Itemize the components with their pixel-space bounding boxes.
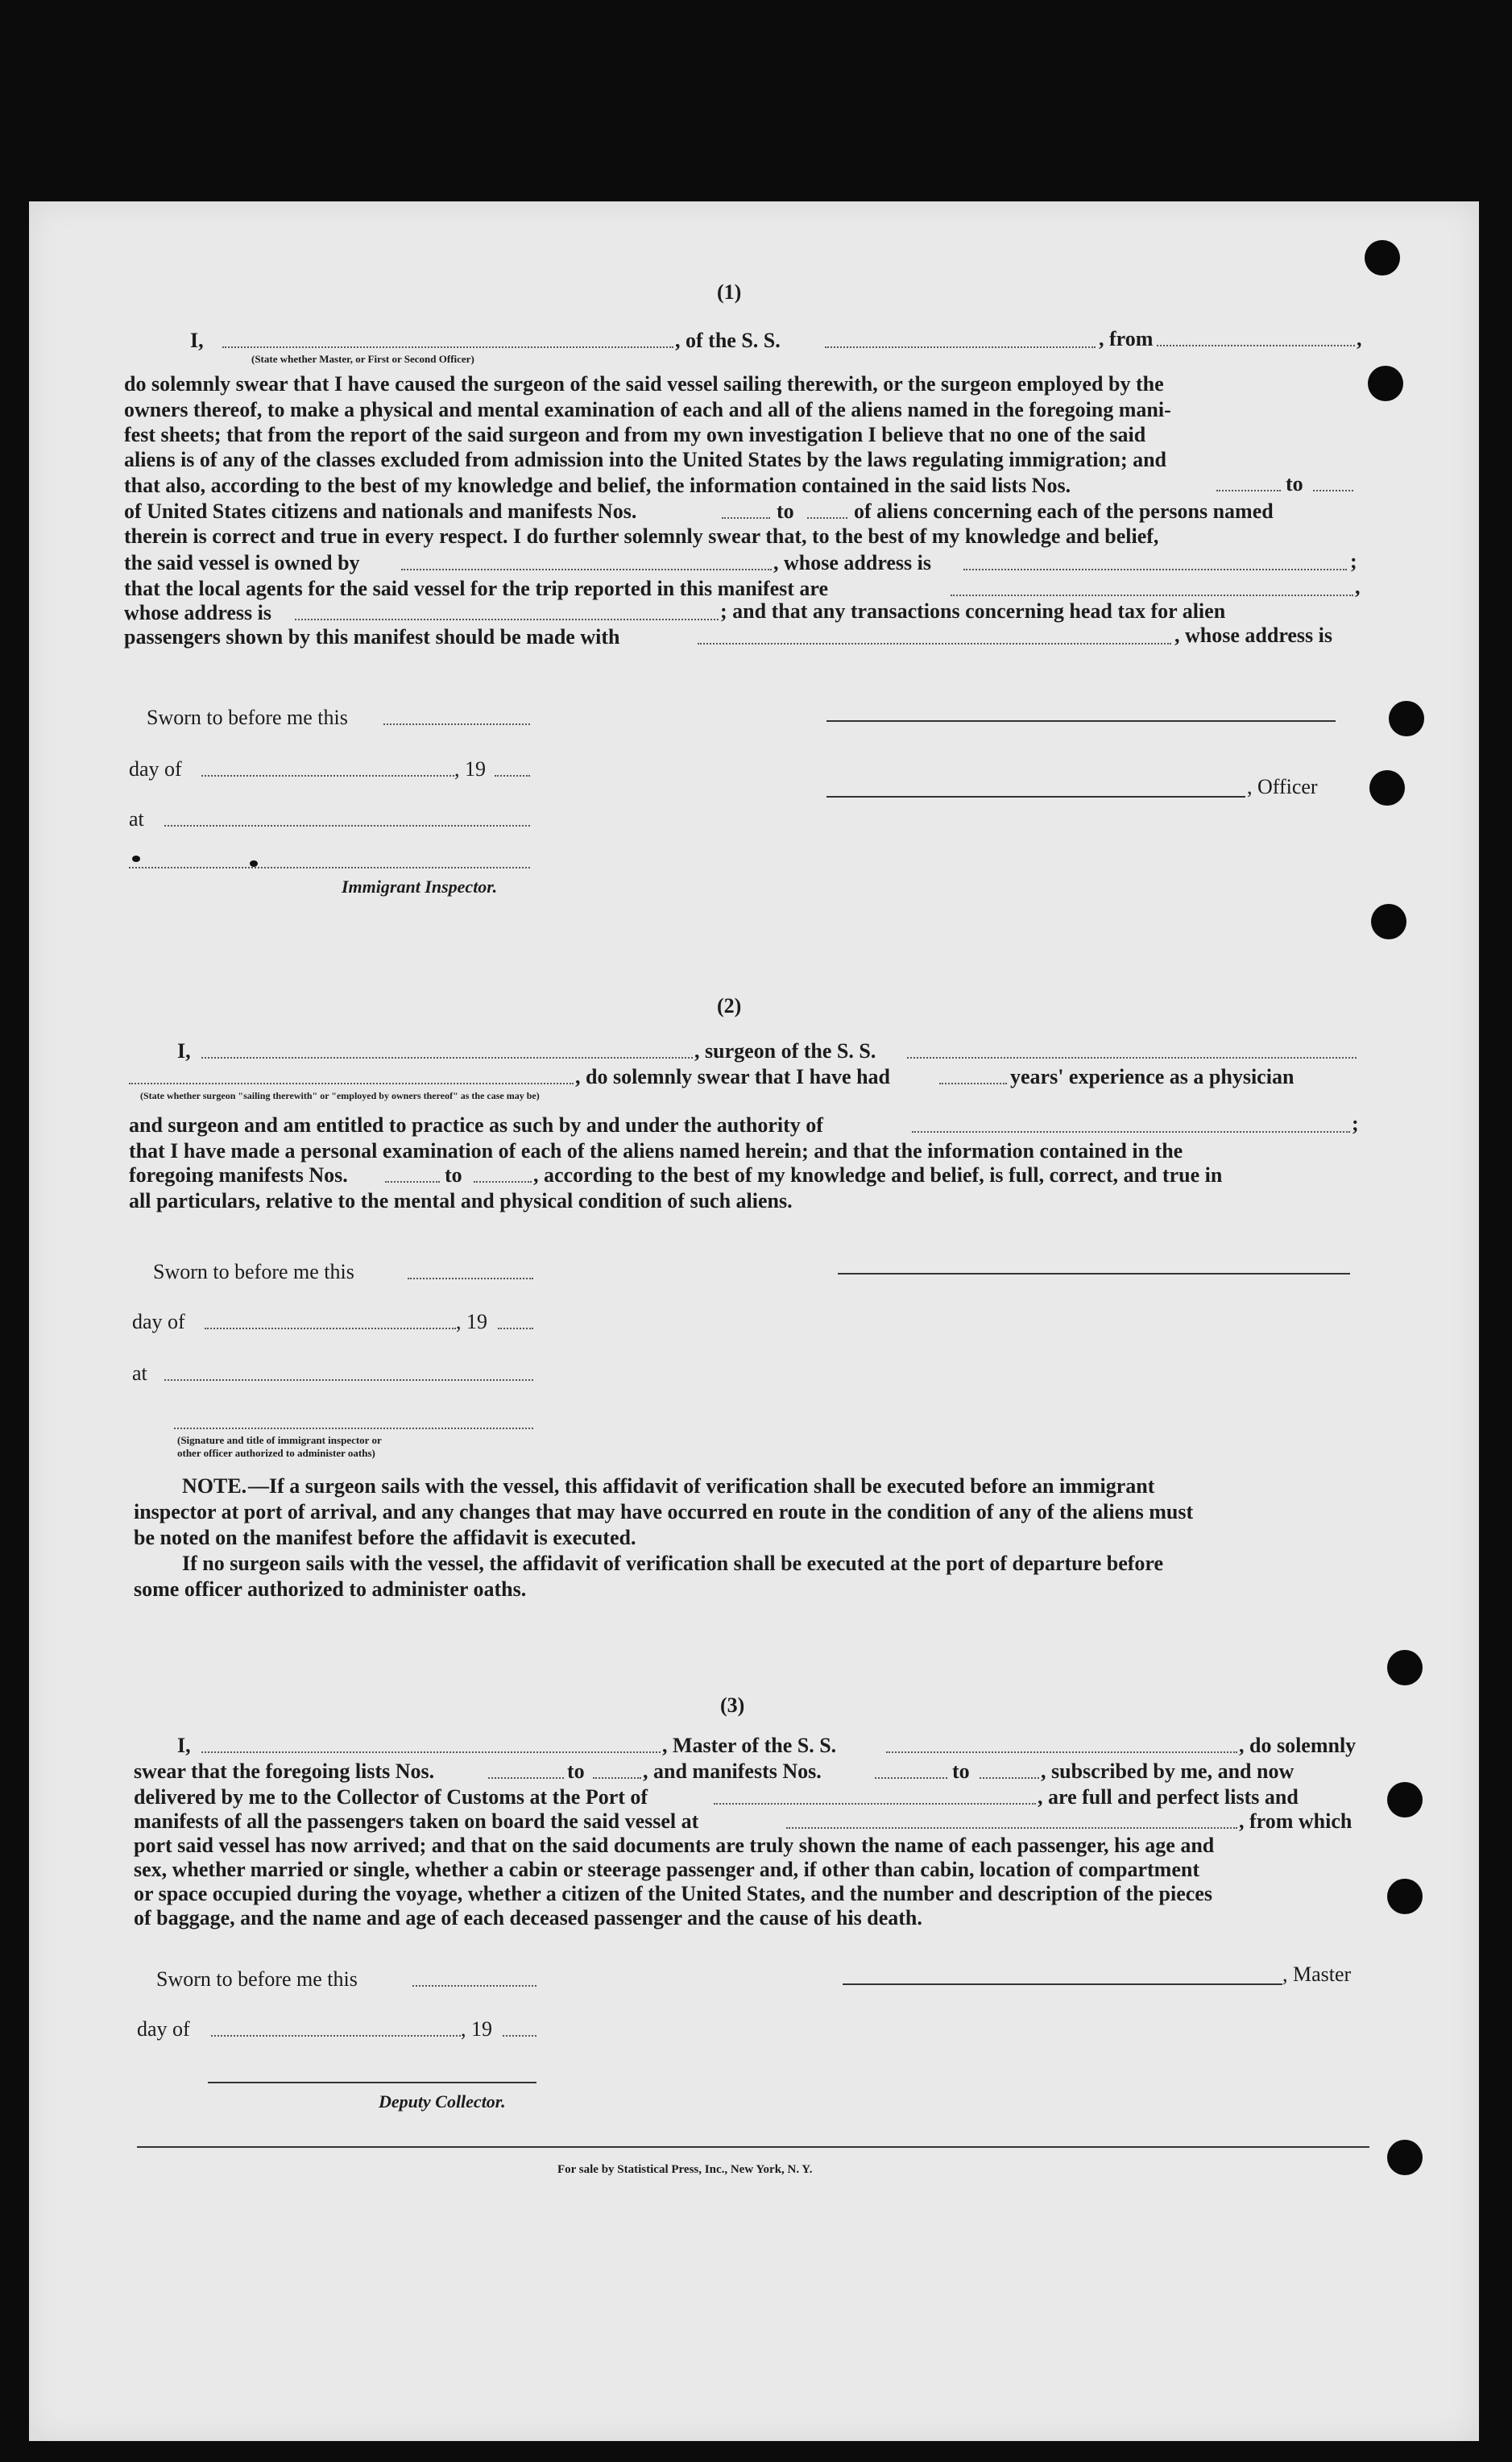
- section-2-number: (2): [717, 994, 742, 1018]
- s1-to: to: [777, 499, 794, 523]
- s2-text-line: all particulars, relative to the mental and physical condition of such aliens.: [129, 1189, 793, 1212]
- s3-lists-to-line: [593, 1777, 641, 1779]
- s1-semi: ;: [1350, 549, 1357, 573]
- s3-i: I,: [177, 1734, 191, 1757]
- manifests-from-line: [722, 517, 770, 519]
- note-text: —If a surgeon sails with the vessel, this affidavit of verification shall be executed before an immigrant: [248, 1474, 1155, 1498]
- s3-master: , Master: [1282, 1963, 1352, 1986]
- s1-of-aliens: of aliens concerning each of the persons named: [854, 499, 1274, 523]
- years-line: [939, 1083, 1007, 1084]
- s2-sig-caption: other officer authorized to administer oaths): [177, 1447, 375, 1459]
- s3-master-signature-line: [843, 1983, 1282, 1985]
- s2-i: I,: [177, 1039, 191, 1063]
- ink-mark: [250, 860, 258, 867]
- role-caption: (State whether Master, or First or Second Officer): [251, 353, 474, 365]
- binder-hole: [1387, 1782, 1423, 1817]
- head-tax-party-line: [698, 643, 1171, 645]
- s2-vessel-line: [907, 1057, 1357, 1059]
- s1-text-line: therein is correct and true in every respect. I do further solemnly swear that, to the best of my knowledge and belief,: [124, 524, 1159, 548]
- s1-year: , 19: [454, 757, 486, 781]
- vessel-name-line: [825, 346, 1096, 348]
- s1-text-line: owners thereof, to make a physical and mental examination of each and all of the aliens named in the foregoing mani-: [124, 398, 1171, 421]
- note-label: NOTE.: [182, 1474, 247, 1498]
- master-name-line: [222, 346, 673, 348]
- agents-address-line: [295, 619, 719, 620]
- printer-imprint: For sale by Statistical Press, Inc., New York, N. Y.: [557, 2163, 813, 2176]
- s1-at: at: [129, 807, 144, 831]
- note-text: inspector at port of arrival, and any changes that may have occurred en route in the condition of any of the aliens must: [134, 1500, 1194, 1523]
- s2-at: at: [132, 1362, 147, 1385]
- owner-address-line: [963, 569, 1347, 570]
- s3-man-from-line: [875, 1777, 947, 1779]
- s1-text-line: do solemnly swear that I have caused the surgeon of the said vessel sailing therewith, or the surgeon employed by the: [124, 372, 1164, 396]
- officer-signature-line: [826, 796, 1245, 798]
- s3-manifests: , and manifests Nos.: [643, 1759, 822, 1783]
- binder-hole: [1387, 1650, 1423, 1685]
- s2-sworn-day-line: [408, 1278, 533, 1279]
- s1-sworn: Sworn to before me this: [147, 706, 348, 729]
- s3-deputy-title: Deputy Collector.: [379, 2091, 506, 2112]
- inspector-signature-line: [129, 867, 530, 868]
- s3-text-line: or space occupied during the voyage, whether a citizen of the United States, and the number and description of the pieces: [134, 1882, 1212, 1905]
- s2-nos-to-line: [474, 1181, 532, 1183]
- s3-from-which: , from which: [1239, 1809, 1353, 1833]
- year-line: [495, 775, 530, 777]
- s3-lists-from-line: [488, 1777, 564, 1779]
- place-line: [164, 825, 530, 827]
- s3-to: to: [567, 1759, 585, 1783]
- binder-hole: [1365, 240, 1400, 276]
- s3-man-to-line: [980, 1777, 1039, 1779]
- binder-hole: [1389, 701, 1424, 736]
- s3-year-line: [503, 2035, 536, 2037]
- s2-year: , 19: [456, 1310, 487, 1333]
- s3-master-name-line: [201, 1751, 661, 1753]
- s2-month-line: [205, 1328, 456, 1329]
- s2-experience: years' experience as a physician: [1010, 1065, 1295, 1088]
- s1-text-line: fest sheets; that from the report of the said surgeon and from my own investigation I believe that no one of the said: [124, 423, 1146, 446]
- s3-manifests-all: manifests of all the passengers taken on board the said vessel at: [134, 1809, 699, 1833]
- s3-subscribed: , subscribed by me, and now: [1041, 1759, 1295, 1783]
- s3-master-of: , Master of the S. S.: [662, 1734, 837, 1757]
- s2-sworn: Sworn to before me this: [153, 1260, 354, 1283]
- s3-day-of: day of: [137, 2017, 190, 2041]
- s1-text-line: whose address is: [124, 601, 272, 624]
- s2-nos-from-line: [385, 1181, 440, 1183]
- s1-to: to: [1286, 472, 1303, 495]
- s3-text-line: sex, whether married or single, whether a cabin or steerage passenger and, if other than cabin, location of compartment: [134, 1858, 1199, 1881]
- s1-from: , from: [1099, 327, 1154, 350]
- note-text: some officer authorized to administer oaths.: [134, 1577, 527, 1601]
- s2-caption: (State whether surgeon "sailing therewith" or "employed by owners thereof" as the case may be): [140, 1090, 540, 1101]
- binder-hole: [1387, 1879, 1423, 1914]
- binder-hole: [1387, 2140, 1423, 2175]
- binder-hole: [1368, 366, 1403, 401]
- section-3-number: (3): [720, 1693, 745, 1717]
- s1-text-line: the said vessel is owned by: [124, 551, 360, 574]
- s1-text-line: passengers shown by this manifest should be made with: [124, 625, 620, 649]
- s2-sig-caption: (Signature and title of immigrant inspector or: [177, 1434, 382, 1446]
- s2-to: to: [445, 1163, 462, 1187]
- s3-solemnly: , do solemnly: [1239, 1734, 1357, 1757]
- manifest-verification-page: [29, 201, 1479, 2441]
- s3-delivered: delivered by me to the Collector of Customs at the Port of: [134, 1785, 648, 1809]
- s1-inspector-title: Immigrant Inspector.: [342, 877, 498, 897]
- ink-mark: [132, 856, 140, 862]
- s1-day-of: day of: [129, 757, 182, 781]
- s3-sworn: Sworn to before me this: [156, 1967, 358, 1991]
- s3-perfect: , are full and perfect lists and: [1038, 1785, 1299, 1809]
- surgeon-capacity-line: [129, 1083, 574, 1084]
- authority-line: [912, 1131, 1350, 1133]
- s3-sworn-day-line: [412, 1985, 536, 1987]
- agents-line: [951, 595, 1353, 596]
- s1-of-ss: , of the S. S.: [675, 329, 781, 352]
- s2-according: , according to the best of my knowledge and belief, is full, correct, and true in: [533, 1163, 1223, 1187]
- s1-whose-address: , whose address is: [773, 551, 932, 574]
- s1-comma: ,: [1355, 575, 1361, 599]
- s2-semi: ;: [1352, 1112, 1359, 1135]
- s2-inspector-signature-line: [174, 1428, 533, 1429]
- s1-text-line: that the local agents for the said vessel for the trip reported in this manifest are: [124, 577, 829, 600]
- s2-swear: , do solemnly swear that I have had: [575, 1065, 891, 1088]
- s2-manifests: foregoing manifests Nos.: [129, 1163, 348, 1187]
- note-text: be noted on the manifest before the affidavit is executed.: [134, 1526, 636, 1549]
- s3-text-line: of baggage, and the name and age of each deceased passenger and the cause of his death.: [134, 1906, 922, 1929]
- signature-line: [826, 720, 1336, 722]
- month-line: [201, 775, 454, 777]
- s3-swear: swear that the foregoing lists Nos.: [134, 1759, 435, 1783]
- note-text: If no surgeon sails with the vessel, the affidavit of verification shall be executed at the port of departure before: [182, 1552, 1164, 1575]
- s1-opening-i: I,: [190, 329, 204, 352]
- s3-text-line: port said vessel has now arrived; and that on the said documents are truly shown the name of each passenger, his age and: [134, 1834, 1215, 1857]
- s3-year: , 19: [461, 2017, 492, 2041]
- s2-signature-line: [838, 1273, 1350, 1275]
- s1-text-line: of United States citizens and nationals and manifests Nos.: [124, 499, 637, 523]
- s1-comma: ,: [1357, 327, 1362, 350]
- port-from-line: [1157, 345, 1355, 346]
- lists-from-line: [1216, 490, 1281, 491]
- s1-whose-address-end: , whose address is: [1174, 624, 1333, 647]
- binder-hole: [1371, 904, 1406, 939]
- surgeon-name-line: [201, 1057, 693, 1059]
- deputy-signature-line: [208, 2082, 536, 2083]
- s1-text-line: aliens is of any of the classes excluded from admission into the United States by the laws regulating immigration; and: [124, 448, 1167, 471]
- s2-text-line: that I have made a personal examination of each of the aliens named herein; and that the information contained in the: [129, 1139, 1183, 1163]
- s3-port-line: [714, 1803, 1036, 1805]
- s2-authority: and surgeon and am entitled to practice as such by and under the authority of: [129, 1113, 823, 1137]
- s2-year-line: [498, 1328, 533, 1329]
- s1-text-line: that also, according to the best of my knowledge and belief, the information contained in the said lists Nos.: [124, 474, 1071, 497]
- s3-month-line: [211, 2035, 461, 2037]
- s3-to: to: [952, 1759, 970, 1783]
- s3-vessel-line: [886, 1751, 1237, 1753]
- s1-officer: , Officer: [1247, 775, 1318, 798]
- s1-head-tax: ; and that any transactions concerning head tax for alien: [720, 599, 1226, 623]
- s2-day-of: day of: [132, 1310, 185, 1333]
- footer-rule: [137, 2146, 1369, 2148]
- sworn-day-line: [383, 723, 530, 725]
- owner-line: [401, 569, 772, 570]
- section-1-number: (1): [717, 280, 742, 304]
- s3-embark-line: [786, 1827, 1237, 1829]
- s2-surgeon-of: , surgeon of the S. S.: [694, 1039, 876, 1063]
- s2-place-line: [164, 1379, 533, 1381]
- binder-hole: [1369, 770, 1405, 806]
- manifests-to-line: [807, 517, 847, 519]
- lists-to-line: [1313, 490, 1353, 491]
